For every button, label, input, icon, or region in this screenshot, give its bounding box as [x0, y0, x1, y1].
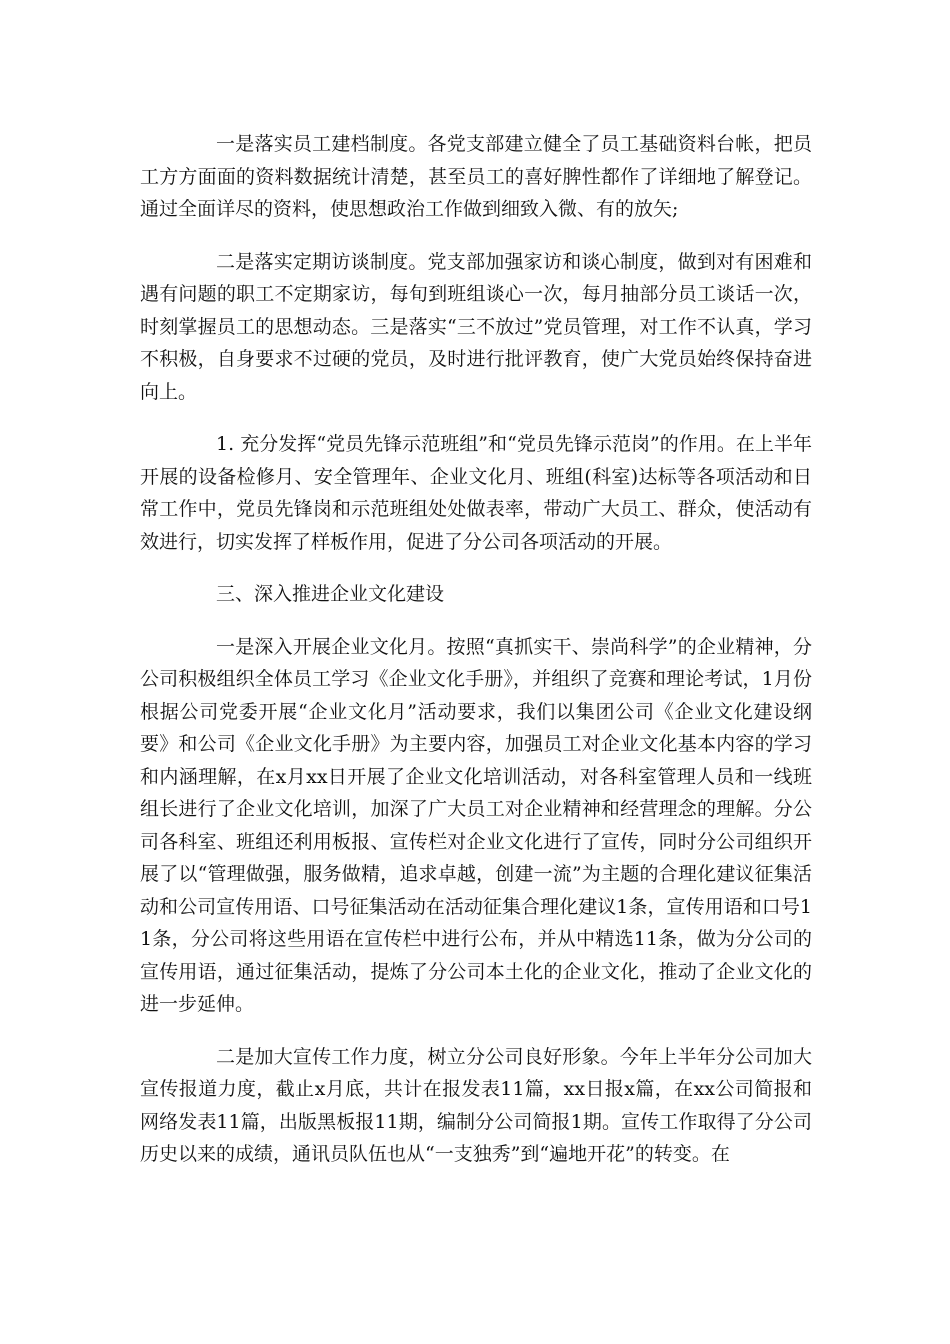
- paragraph-vanguard-role: 1. 充分发挥“党员先锋示范班组”和“党员先锋示范岗”的作用。在上半年开展的设备检修月、安全管理年、企业文化月、班组(科室)达标等各项活动和日常工作中，党员先锋岗和示范班组处处做表率，带动广大员工、群众，使活动有效进行，切实发挥了样板作用，促进了分公司各项活动的开展。: [140, 433, 812, 553]
- paragraph-publicity: 二是加大宣传工作力度，树立分公司良好形象。今年上半年分公司加大宣传报道力度，截止x月底，共计在报发表11篇，xx日报x篇，在xx公司简报和网络发表11篇，出版黑板报11期，编制分公司简报1期。宣传工作取得了分公司历史以来的成绩，通讯员队伍也从“一支独秀”到“遍地开花”的转变。在: [140, 1045, 812, 1165]
- paragraph-interview-system: 二是落实定期访谈制度。党支部加强家访和谈心制度，做到对有困难和遇有问题的职工不定期家访，每旬到班组谈心一次，每月抽部分员工谈话一次，时刻掌握员工的思想动态。三是落实“三不放过”党员管理，对工作不认真，学习不积极，自身要求不过硬的党员，及时进行批评教育，使广大党员始终保持奋进向上。: [140, 250, 812, 403]
- paragraph-archive-system: 一是落实员工建档制度。各党支部建立健全了员工基础资料台帐，把员工方方面面的资料数据统计清楚，甚至员工的喜好脾性都作了详细地了解登记。通过全面详尽的资料，使思想政治工作做到细致入微、有的放矢;: [140, 133, 812, 220]
- document-body: [140, 128, 812, 1191]
- section-heading-culture: 三、深入推进企业文化建设: [216, 583, 445, 605]
- paragraph-culture-month: 一是深入开展企业文化月。按照“真抓实干、崇尚科学”的企业精神，分公司积极组织全体员工学习《企业文化手册》，并组织了竞赛和理论考试，1月份根据公司党委开展“企业文化月”活动要求，我们以集团公司《企业文化建设纲要》和公司《企业文化手册》为主要内容，加强员工对企业文化基本内容的学习和内涵理解，在x月xx日开展了企业文化培训活动，对各科室管理人员和一线班组长进行了企业文化培训，加深了广大员工对企业精神和经营理念的理解。分公司各科室、班组还利用板报、宣传栏对企业文化进行了宣传，同时分公司组织开展了以“管理做强，服务做精，追求卓越，创建一流”为主题的合理化建议征集活动和公司宣传用语、口号征集活动在活动征集合理化建议1条，宣传用语和口号11条，分公司将这些用语在宣传栏中进行公布，并从中精选11条，做为分公司的宣传用语，通过征集活动，提炼了分公司本土化的企业文化，推动了企业文化的进一步延伸。: [140, 635, 812, 1015]
